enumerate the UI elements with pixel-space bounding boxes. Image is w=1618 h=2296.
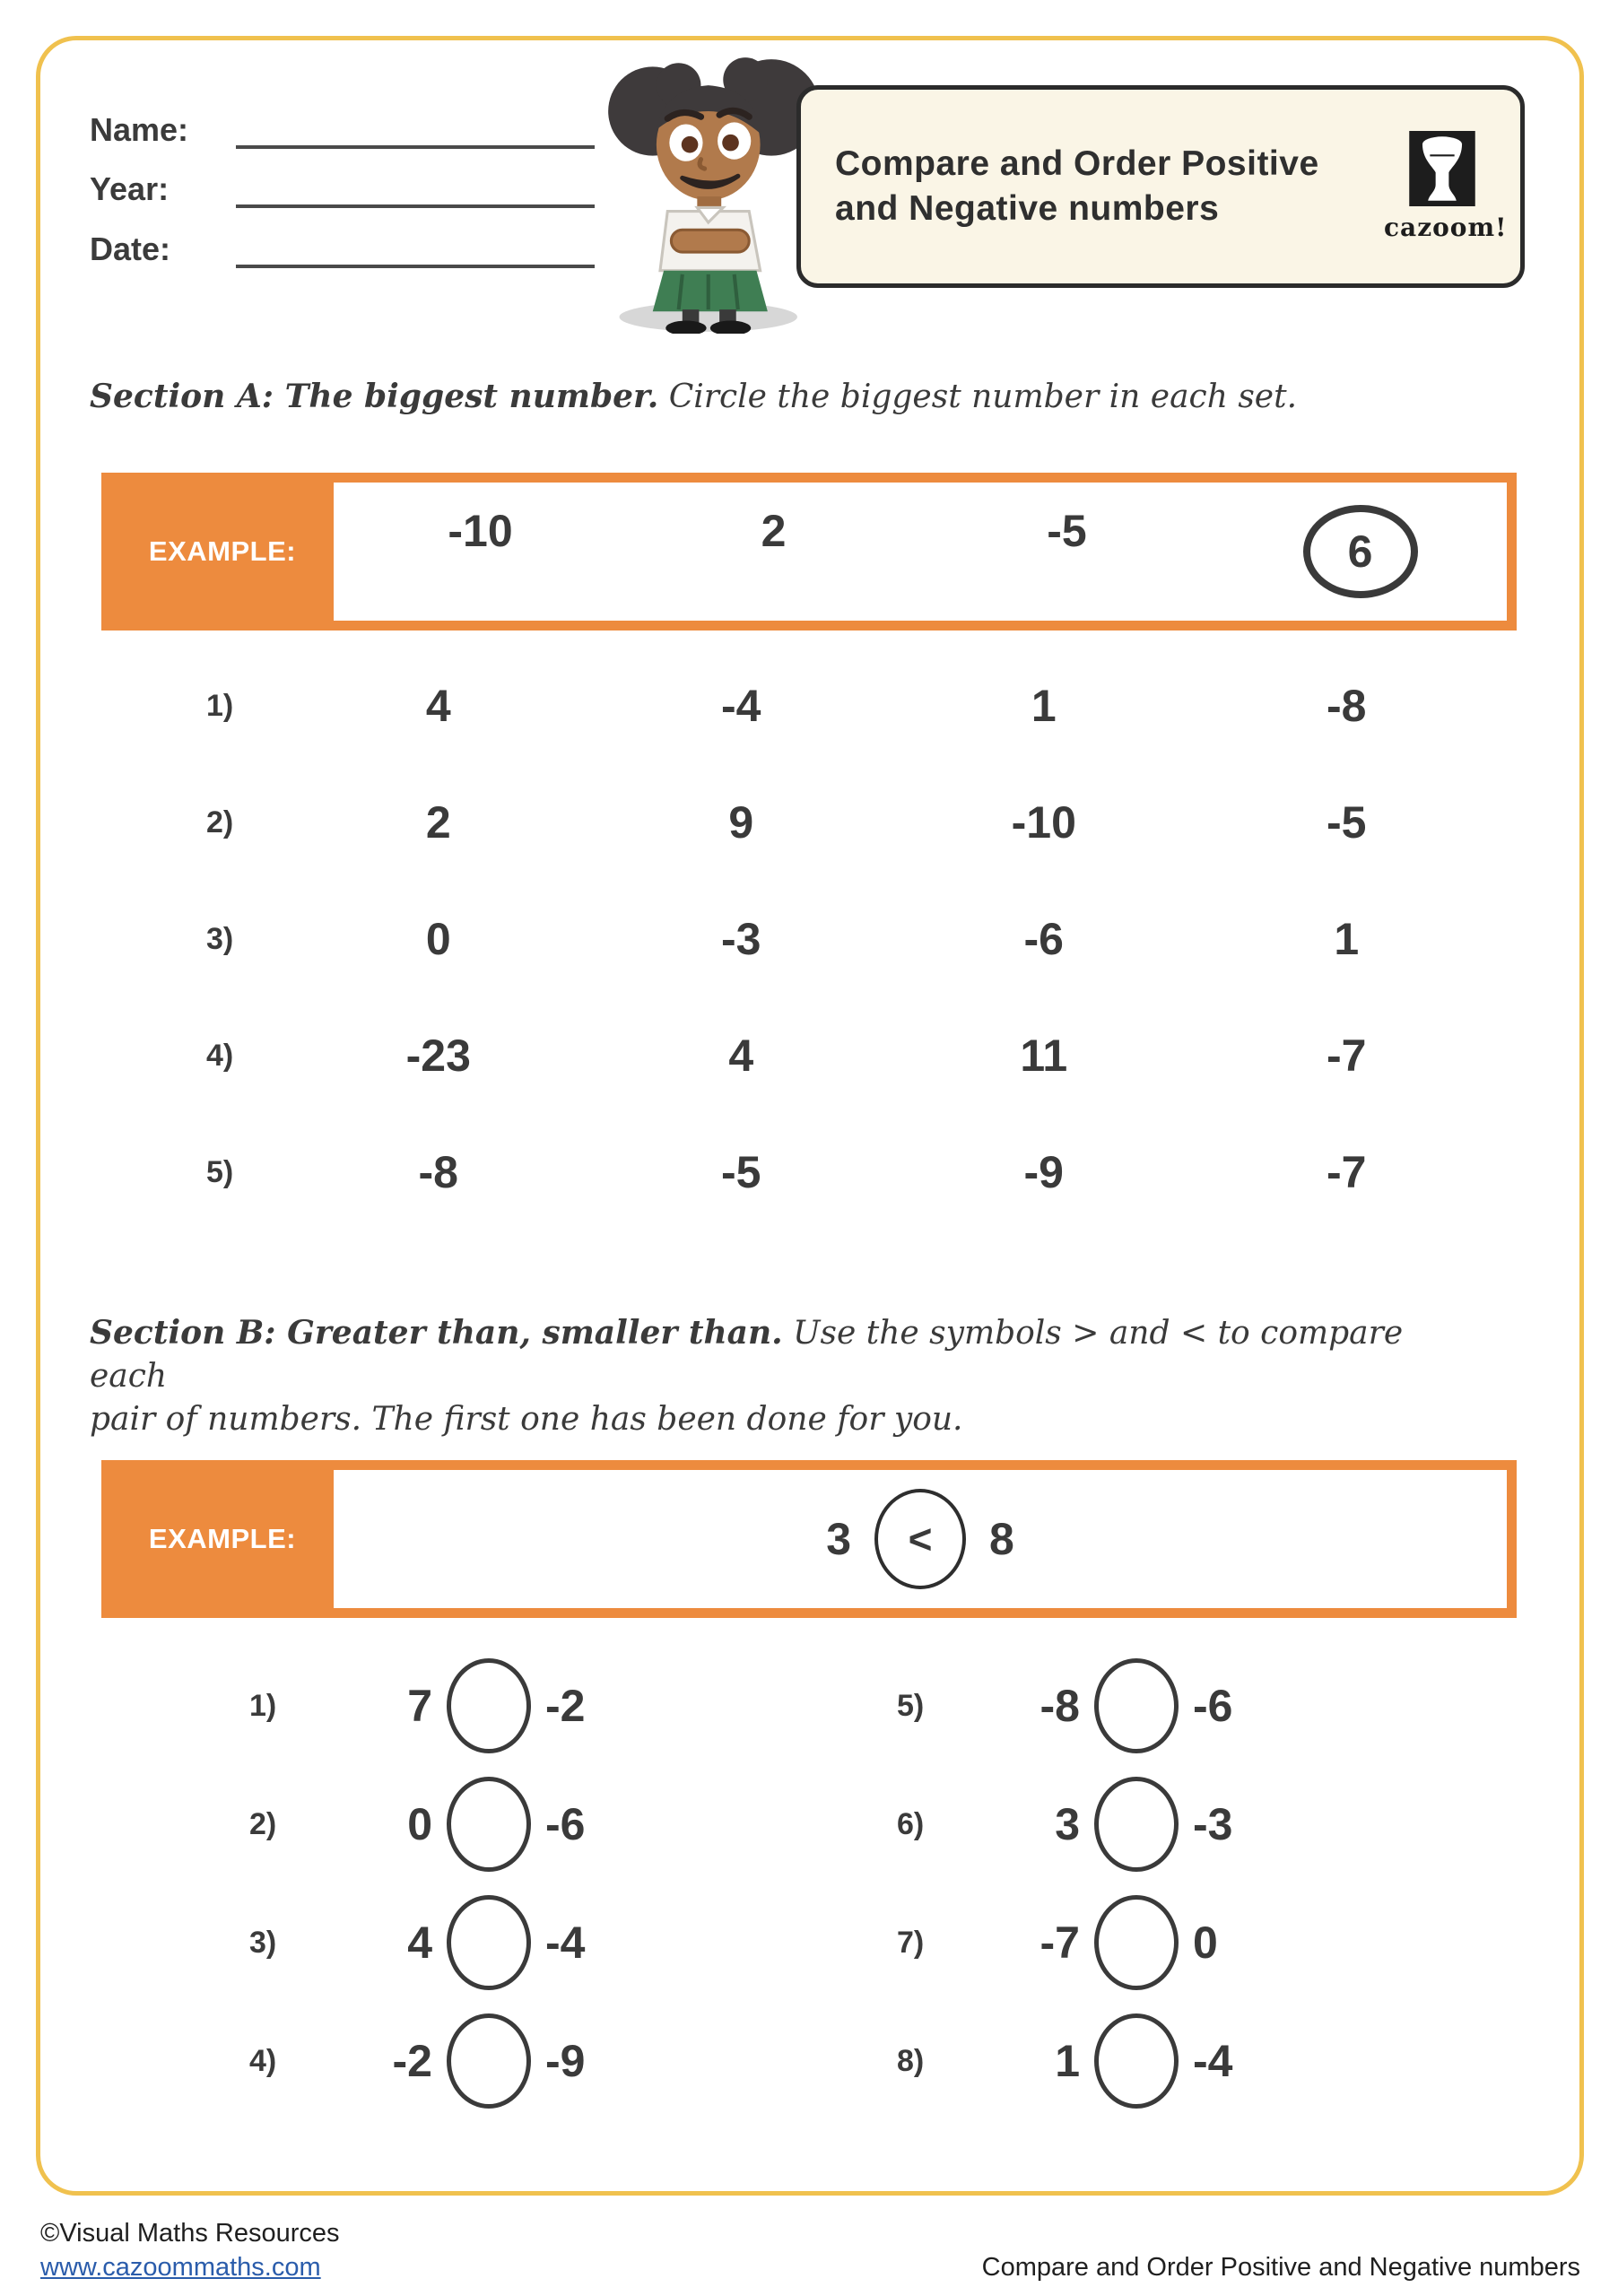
choice-number[interactable]: -4 [721, 681, 761, 731]
section-b-problem-1 [249, 1656, 660, 1756]
answer-circle[interactable] [447, 2013, 531, 2109]
cazoom-logo [1384, 131, 1508, 242]
section-a-heading-rest: Circle the biggest number in each set. [658, 378, 1298, 415]
name-label: Name: [90, 111, 189, 148]
choice-number[interactable]: -3 [721, 914, 761, 964]
choice-number[interactable]: 1 [1031, 681, 1057, 731]
section-a-example-label: EXAMPLE: [148, 535, 297, 567]
row-label: 3) [206, 921, 234, 956]
answer-circle[interactable] [447, 1658, 531, 1753]
problem-label: 6) [897, 1806, 925, 1841]
djembe-drum-icon [1409, 131, 1475, 206]
choice-number[interactable]: -8 [418, 1147, 458, 1197]
example-a-circled-answer: 6 [1303, 505, 1418, 598]
choice-number[interactable]: 1 [1334, 914, 1360, 964]
choice-number[interactable]: -9 [1023, 1147, 1064, 1197]
section-a-row-1 [206, 674, 1498, 737]
problem-left-number: -7 [1040, 1918, 1080, 1968]
problem-label: 3) [249, 1925, 277, 1960]
section-a-example-content [334, 483, 1507, 621]
choice-number[interactable]: 2 [425, 797, 451, 848]
problem-label: 5) [897, 1688, 925, 1723]
answer-circle[interactable] [447, 1895, 531, 1990]
section-b-heading [90, 1311, 1489, 1441]
section-a-row-3 [206, 908, 1498, 970]
problem-right-number: 0 [1193, 1918, 1218, 1968]
section-b-problem-3 [249, 1892, 660, 1993]
problem-left-number: -8 [1040, 1681, 1080, 1731]
choice-number[interactable]: -10 [1011, 797, 1076, 848]
section-b-heading-rest-2: pair of numbers. The first one has been done for you. [90, 1401, 963, 1438]
section-a-row-5 [206, 1141, 1498, 1204]
answer-circle[interactable] [1094, 1777, 1179, 1872]
row-label: 5) [206, 1154, 234, 1189]
section-b-example-label: EXAMPLE: [148, 1523, 297, 1554]
problem-left-number: 0 [407, 1799, 432, 1849]
answer-circle[interactable] [1094, 2013, 1179, 2109]
section-a-heading-bold: Section A: The biggest number. [90, 378, 659, 415]
section-a-example-box [101, 473, 1517, 631]
year-field-row [90, 169, 595, 208]
choice-number[interactable]: 9 [728, 797, 754, 848]
problem-right-number: -3 [1193, 1799, 1233, 1849]
problem-left-number: 3 [1055, 1799, 1080, 1849]
problem-left-number: 1 [1055, 2036, 1080, 2086]
section-b-problem-8 [897, 2011, 1308, 2111]
answer-circle[interactable] [1094, 1895, 1179, 1990]
year-input-line[interactable] [236, 172, 595, 208]
problem-label: 4) [249, 2043, 277, 2078]
example-b-circled-symbol: < [874, 1489, 966, 1589]
worksheet-title: Compare and Order Positive and Negative numbers [835, 144, 1319, 228]
row-label: 4) [206, 1038, 234, 1073]
problem-right-number: -4 [545, 1918, 586, 1968]
row-label: 1) [206, 688, 234, 723]
choice-number[interactable]: 11 [1020, 1031, 1068, 1081]
answer-circle[interactable] [1094, 1658, 1179, 1753]
choice-number[interactable]: -8 [1327, 681, 1367, 731]
footer-worksheet-title: Compare and Order Positive and Negative numbers [981, 2253, 1580, 2282]
section-b-problem-4 [249, 2011, 660, 2111]
problem-right-number: -6 [1193, 1681, 1233, 1731]
choice-number[interactable]: -6 [1023, 914, 1064, 964]
problem-right-number: -2 [545, 1681, 586, 1731]
name-field-row [90, 109, 595, 149]
section-b-problem-2 [249, 1774, 660, 1874]
choice-number[interactable]: -5 [1327, 797, 1367, 848]
choice-number[interactable]: -7 [1327, 1147, 1367, 1197]
section-b-problem-7 [897, 1892, 1308, 1993]
problem-label: 1) [249, 1688, 277, 1723]
section-b-heading-rest-1: Use the symbols > and < to compare each [90, 1315, 1404, 1395]
choice-number[interactable]: -23 [405, 1031, 471, 1081]
choice-number[interactable]: 4 [425, 681, 451, 731]
problem-label: 7) [897, 1925, 925, 1960]
example-a-number-1: -10 [448, 506, 513, 556]
footer-copyright: ©Visual Maths Resources [40, 2219, 340, 2248]
problem-right-number: -9 [545, 2036, 586, 2086]
section-b-heading-bold: Section B: Greater than, smaller than. [90, 1314, 783, 1352]
section-b-problem-5 [897, 1656, 1308, 1756]
example-b-left-number: 3 [826, 1514, 851, 1564]
example-b-right-number: 8 [989, 1514, 1014, 1564]
section-b-example-content [334, 1470, 1507, 1608]
problem-right-number: -4 [1193, 2036, 1233, 2086]
problem-left-number: -2 [392, 2036, 432, 2086]
section-b-example-box [101, 1460, 1517, 1618]
choice-number[interactable]: 4 [728, 1031, 754, 1081]
footer-website-link[interactable]: www.cazoommaths.com [40, 2253, 321, 2282]
section-a-row-4 [206, 1024, 1498, 1087]
example-a-number-2: 2 [761, 506, 787, 556]
problem-label: 8) [897, 2043, 925, 2078]
year-label: Year: [90, 170, 170, 207]
section-a-heading [90, 375, 1489, 419]
problem-right-number: -6 [545, 1799, 586, 1849]
date-label: Date: [90, 230, 171, 267]
date-input-line[interactable] [236, 232, 595, 268]
section-b-problem-6 [897, 1774, 1308, 1874]
example-a-number-3: -5 [1047, 506, 1087, 556]
cazoom-logo-text: cazoom! [1384, 213, 1508, 242]
problem-label: 2) [249, 1806, 277, 1841]
worksheet-title-box [796, 85, 1525, 288]
date-field-row [90, 229, 595, 268]
row-label: 2) [206, 804, 234, 839]
section-a-row-2 [206, 791, 1498, 854]
answer-circle[interactable] [447, 1777, 531, 1872]
name-input-line[interactable] [236, 113, 595, 149]
problem-left-number: 7 [407, 1681, 432, 1731]
choice-number[interactable]: -7 [1327, 1031, 1367, 1081]
choice-number[interactable]: -5 [721, 1147, 761, 1197]
choice-number[interactable]: 0 [425, 914, 451, 964]
problem-left-number: 4 [407, 1918, 432, 1968]
